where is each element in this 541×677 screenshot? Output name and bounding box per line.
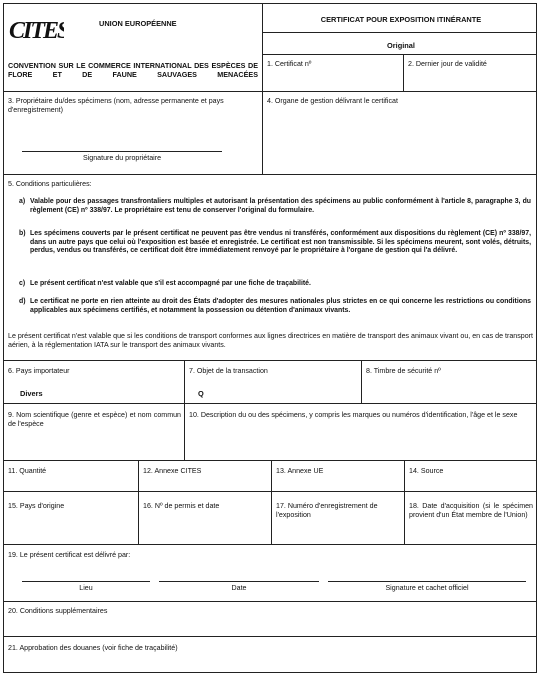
convention-title: CONVENTION SUR LE COMMERCE INTERNATIONAL DES ESPÈCES DE FLORE ET DE FAUNE SAUVAGES MENACÉES	[8, 61, 258, 79]
signature-stamp-label: Signature et cachet officiel	[385, 584, 469, 592]
condition-c-letter: c)	[19, 280, 26, 287]
box-3-label: 3. Propriétaire du/des spécimens (nom, adresse permanente et pays d'enregistrement)	[8, 97, 224, 114]
box-18-label: 18. Date d'acquisition (si le spécimen provient d'un État membre de l'Union)	[409, 502, 533, 519]
box-10-label: 10. Description du ou des spécimens, y compris les marques ou numéros d'identification, l'âge et le sexe	[189, 411, 518, 419]
box-16-label: 16. Nº de permis et date	[143, 502, 220, 510]
box-2-label: 2. Dernier jour de validité	[408, 60, 487, 68]
box-9-label: 9. Nom scientifique (genre et espèce) et nom commun de l'espèce	[8, 411, 181, 428]
transport-note: Le présent certificat n'est valable que si les conditions de transport conformes aux lignes directrices en matière de transport des animaux vivant ou, en cas de transport aérien, à la réglementation IATA sur le transport des animaux vivants.	[8, 332, 533, 349]
condition-c	[19, 280, 531, 289]
date-label: Date	[231, 584, 247, 592]
box-6-value: Divers	[20, 389, 43, 398]
condition-a-letter: a)	[19, 198, 26, 205]
condition-d	[19, 298, 531, 315]
condition-d-text: Le certificat ne porte en rien atteinte au droit des États d'adopter des mesures nationales plus strictes en ce qui concerne les restrictions ou conditions applicables aux spécimens certifiés, et notamment la possession ou détention d'animaux vivants.	[30, 298, 531, 314]
box-12-label: 12. Annexe CITES	[143, 467, 202, 475]
box-15-label: 15. Pays d'origine	[8, 502, 65, 510]
condition-a-text: Valable pour des passages transfrontaliers multiples et autorisant la présentation des spécimens au public conformément à l'article 8, paragraphe 3, du règlement (CE) nº 338/97. Le propriétaire est tenu de conserver l'original du formulaire.	[30, 198, 531, 214]
owner-signature-label: Signature du propriétaire	[82, 154, 162, 162]
box-19-label: 19. Le présent certificat est délivré par:	[8, 551, 131, 559]
box-17-label: 17. Numéro d'enregistrement de l'exposition	[276, 502, 378, 519]
condition-a	[19, 198, 531, 215]
condition-b-text: Les spécimens couverts par le présent certificat ne peuvent pas être vendus ni transférés, conformément aux dispositions du règlement (CE) nº 338/97, dans un autre pays que celui où l'exposition est basée et enregistrée. Le certificat est non transmissible. Si les spécimens meurent, sont volés, détruits, perdus, vendus ou transférés, ce certificat doit être immédiatement renvoyé par le propriétaire à l'organe de gestion qui l'a délivré.	[30, 230, 531, 255]
cites-logo-text: CITES	[9, 18, 64, 43]
place-label: Lieu	[79, 584, 93, 592]
box-7-value: Q	[198, 389, 204, 398]
box-7-label: 7. Objet de la transaction	[189, 367, 268, 375]
box-6-label: 6. Pays importateur	[8, 367, 70, 375]
condition-c-text: Le présent certificat n'est valable que s'il est accompagné par une fiche de traçabilité.	[30, 280, 311, 287]
box-20-label: 20. Conditions supplémentaires	[8, 607, 108, 615]
box-11-label: 11. Quantité	[8, 467, 47, 475]
box-14-label: 14. Source	[409, 467, 444, 475]
certificate-form	[3, 3, 537, 673]
box-5-label: 5. Conditions particulières:	[8, 180, 92, 188]
union-label: UNION EUROPÉENNE	[99, 19, 177, 28]
box-8-label: 8. Timbre de sécurité nº	[366, 367, 441, 375]
copy-type: Original	[387, 41, 415, 50]
condition-d-letter: d)	[19, 298, 26, 305]
condition-b-letter: b)	[19, 230, 26, 237]
box-1-label: 1. Certificat nº	[267, 60, 312, 68]
box-13-label: 13. Annexe UE	[276, 467, 324, 475]
box-4-label: 4. Organe de gestion délivrant le certificat	[267, 97, 398, 105]
cites-logo	[8, 13, 64, 43]
box-21-label: 21. Approbation des douanes (voir fiche de traçabilité)	[8, 644, 178, 652]
condition-b	[19, 230, 531, 256]
certificate-title: CERTIFICAT POUR EXPOSITION ITINÉRANTE	[320, 15, 482, 24]
